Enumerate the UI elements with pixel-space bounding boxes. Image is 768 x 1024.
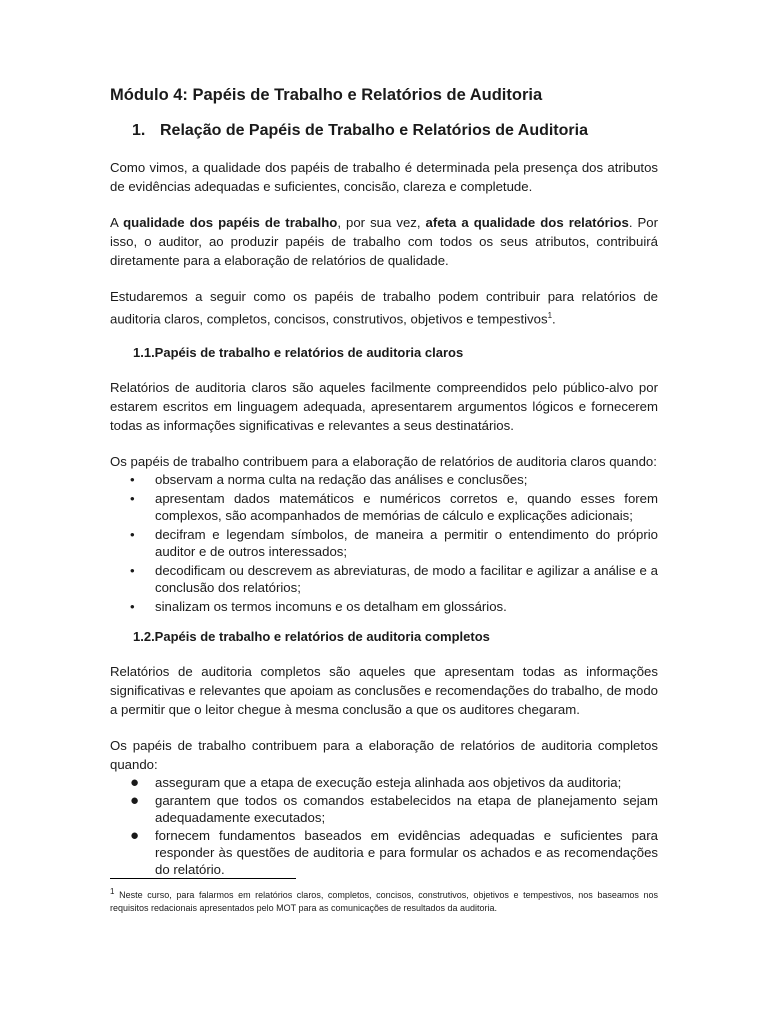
footnote-divider: [110, 878, 296, 879]
footnote-reference[interactable]: 1: [547, 311, 553, 320]
bullet-icon: •: [130, 563, 135, 579]
bullet-icon: ●: [130, 774, 140, 792]
paragraph-2: [110, 213, 658, 270]
subsection-1-intro: Os papéis de trabalho contribuem para a elaboração de relatórios de auditoria claros quando:: [110, 454, 657, 470]
subsection-1-title: 1.1.Papéis de trabalho e relatórios de auditoria claros: [133, 345, 464, 361]
subsection-2-paragraph: Relatórios de auditoria completos são aqueles que apresentam todas as informações significativas e relevantes que apoiam as conclusões e recomendações do trabalho, de modo a permitir que o leitor chegue à mesma conclusão a que os auditores chegaram.: [110, 664, 658, 718]
bullet-icon: •: [130, 491, 135, 507]
list-item-text: asseguram que a etapa de execução esteja alinhada aos objetivos da auditoria;: [155, 775, 622, 791]
list-item: [110, 562, 658, 596]
paragraph-1: Como vimos, a qualidade dos papéis de trabalho é determinada pela presença dos atributos de evidências adequadas e suficientes, concisão, clareza e completude.: [110, 160, 658, 194]
p2-bold-1: qualidade dos papéis de trabalho: [123, 215, 338, 230]
list-item: [110, 471, 658, 488]
list-item: [110, 827, 658, 878]
footnote-text: Neste curso, para falarmos em relatórios claros, completos, concisos, construtivos, objetivos e tempestivos, nos baseamos nos requisitos redacionais apresentados pelo MOT para as comunicações de resultados da auditoria.: [110, 890, 658, 913]
list-item-text: observam a norma culta na redação das análises e conclusões;: [155, 472, 528, 488]
bullet-icon: •: [130, 472, 135, 488]
p2-bold-2: afeta a qualidade dos relatórios: [425, 215, 629, 230]
p3-end: .: [552, 311, 556, 327]
bullet-icon: •: [130, 527, 135, 543]
document-page: [110, 86, 658, 892]
list-item: [110, 774, 658, 791]
p3-text: Estudaremos a seguir como os papéis de trabalho podem contribuir para relatórios de auditoria claros, completos, concisos, construtivos, objetivos e tempestivos: [110, 289, 658, 327]
p2-text-a: A: [110, 215, 124, 230]
list-item-text: apresentam dados matemáticos e numéricos corretos e, quando esses forem complexos, são acompanhados de memórias de cálculo e explicações adicionais;: [155, 491, 658, 524]
list-item-text: garantem que todos os comandos estabelecidos na etapa de planejamento sejam adequadamente executados;: [155, 793, 658, 826]
bullet-icon: ●: [130, 792, 140, 810]
p2-text-d: . Por isso, o auditor, ao produzir papéis de trabalho com todos os seus atributos, contribuirá diretamente para a elaboração de relatórios de qualidade.: [110, 215, 659, 268]
list-item-text: decodificam ou descrevem as abreviaturas, de modo a facilitar e agilizar a análise e a conclusão dos relatórios;: [155, 563, 658, 596]
bullet-list-completos: [110, 774, 658, 878]
list-item-text: sinalizam os termos incomuns e os detalham em glossários.: [155, 599, 507, 615]
paragraph-3: [110, 287, 658, 328]
section-heading: [132, 122, 658, 140]
list-item: [110, 526, 658, 560]
bullet-icon: ●: [130, 827, 140, 845]
subsection-1-paragraph: Relatórios de auditoria claros são aqueles facilmente compreendidos pelo público-alvo por estarem escritos em linguagem adequada, apresentarem argumentos lógicos e fornecerem todas as informações significativas e relevantes a seus destinatários.: [110, 380, 658, 434]
subsection-2-title: 1.2.Papéis de trabalho e relatórios de auditoria completos: [133, 629, 490, 645]
p2-text-c: , por sua vez,: [337, 215, 426, 230]
bullet-list-claros: [110, 471, 658, 615]
section-title: Relação de Papéis de Trabalho e Relatórios de Auditoria: [160, 122, 588, 139]
section-number: 1.: [132, 122, 146, 139]
footnote-marker: 1: [110, 887, 115, 896]
bullet-icon: •: [130, 599, 135, 615]
list-item: [110, 792, 658, 826]
subsection-2-intro: Os papéis de trabalho contribuem para a elaboração de relatórios de auditoria completos quando:: [110, 738, 658, 773]
module-title: Módulo 4: Papéis de Trabalho e Relatórios de Auditoria: [110, 86, 543, 104]
footnote: [110, 885, 658, 915]
list-item-text: fornecem fundamentos baseados em evidências adequadas e suficientes para responder às questões de auditoria e para formular os achados e as recomendações do relatório.: [155, 828, 658, 878]
list-item: [110, 490, 658, 524]
list-item: [110, 598, 658, 615]
list-item-text: decifram e legendam símbolos, de maneira a permitir o entendimento do próprio auditor e de outros interessados;: [155, 527, 658, 560]
